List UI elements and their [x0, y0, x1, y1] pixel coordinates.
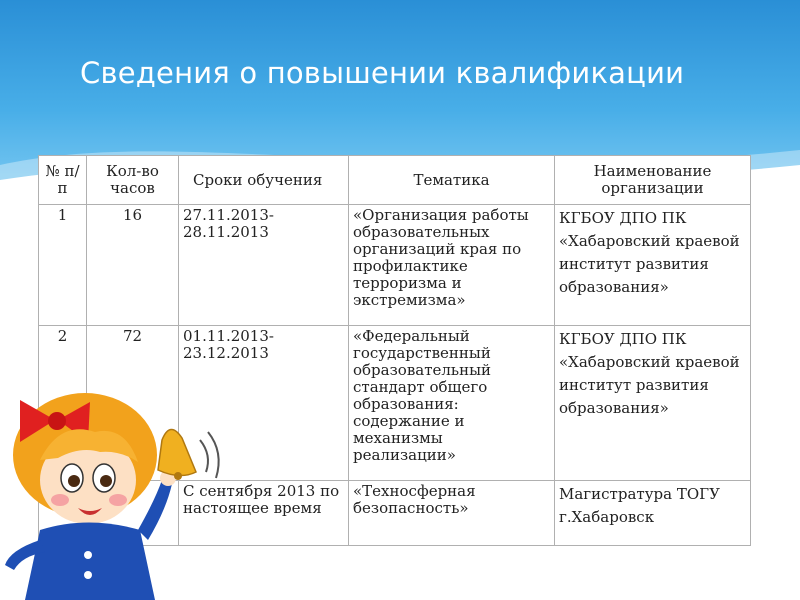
table-header-row	[39, 156, 751, 205]
row-number: 1	[39, 205, 87, 326]
header-topic: Тематика	[349, 156, 555, 205]
row-topic: «Организация работы образовательных организаций края по профилактике терроризма и экстремизма»	[349, 205, 555, 326]
header-hours: Кол-во часов	[87, 156, 179, 205]
header-number: № п/п	[39, 156, 87, 205]
row-organization: КГБОУ ДПО ПК «Хабаровский краевой институт развития образования»	[555, 326, 751, 481]
table-row	[39, 205, 751, 326]
row-dates: 27.11.2013-28.11.2013	[179, 205, 349, 326]
row-organization: КГБОУ ДПО ПК «Хабаровский краевой институт развития образования»	[555, 205, 751, 326]
row-dates: 01.11.2013-23.12.2013	[179, 326, 349, 481]
row-number: 2	[39, 326, 87, 481]
header-organization: Наименование организации	[555, 156, 751, 205]
row-hours: 16	[87, 205, 179, 326]
row-topic: «Федеральный государственный образовательный стандарт общего образования: содержание и механизмы реализации»	[349, 326, 555, 481]
row-hours: 72	[87, 326, 179, 481]
row-dates: С сентября 2013 по настоящее время	[179, 481, 349, 546]
slide-title: Сведения о повышении квалификации	[80, 56, 685, 90]
row-topic: «Техносферная безопасность»	[349, 481, 555, 546]
girl-with-bell-illustration	[0, 380, 230, 600]
row-organization: Магистратура ТОГУ г.Хабаровск	[555, 481, 751, 546]
header-dates: Сроки обучения	[179, 156, 349, 205]
